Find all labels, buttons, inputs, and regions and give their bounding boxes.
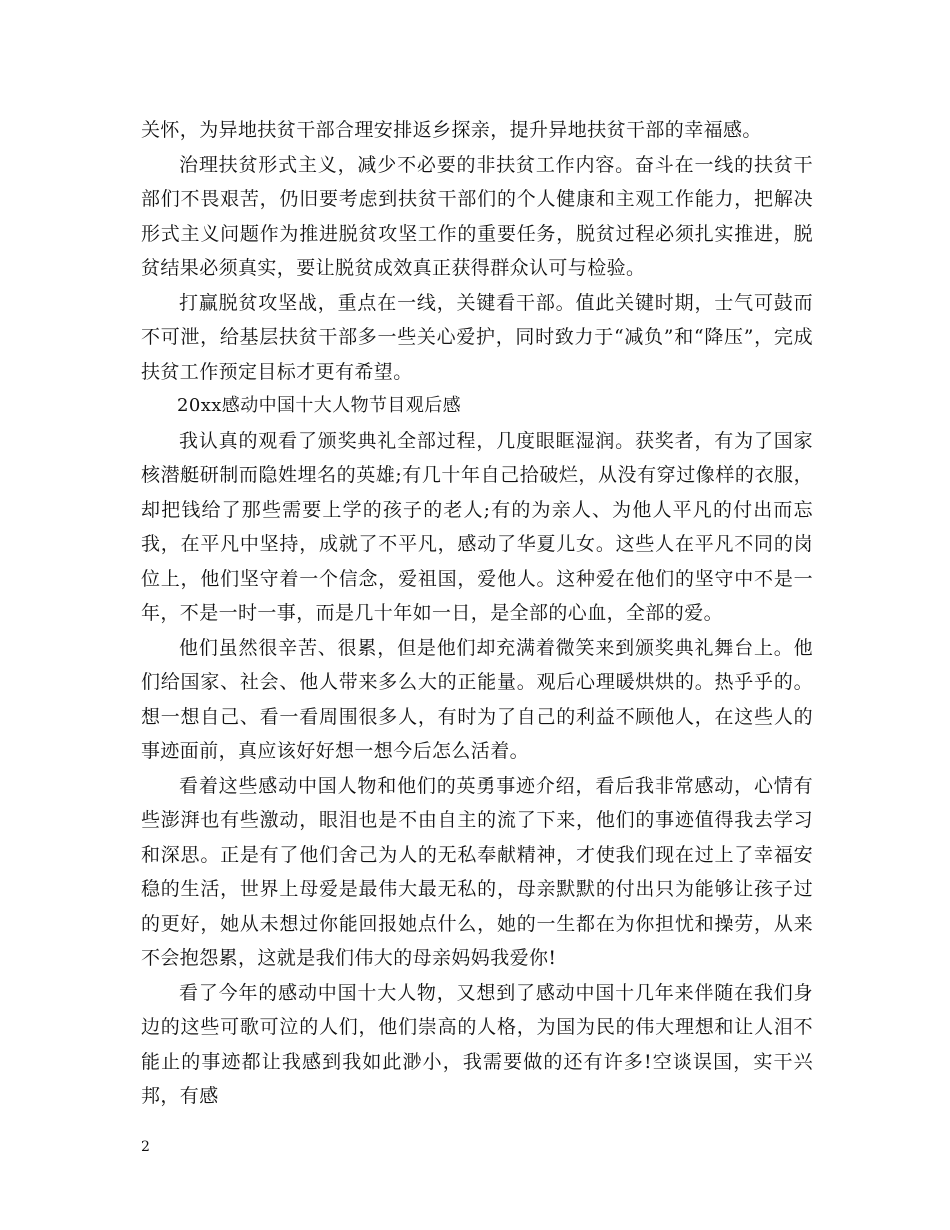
section-heading: 20xx感动中国十大人物节目观后感: [177, 395, 462, 416]
document-body: [141, 113, 813, 1114]
paragraph-moved: 看着这些感动中国人物和他们的英勇事迹介绍，看后我非常感动，心情有些澎湃也有些激动，眼泪也是不由自主的流了下来，他们的事迹值得我去学习和深思。正是有了他们舍己为人的无私奉献精神，才使我们现在过上了幸福安稳的生活，世界上母爱是最伟大最无私的，母亲默默的付出只为能够让孩子过的更好，她从未想过你能回报她点什么，她的一生都在为你担忧和操劳，从来不会抱怨累，这就是我们伟大的母亲妈妈我爱你!: [141, 774, 813, 969]
paragraph-hardship: 他们虽然很辛苦、很累，但是他们却充满着微笑来到颁奖典礼舞台上。他们给国家、社会、他人带来多么大的正能量。观后心理暖烘烘的。热乎乎的。想一想自己、看一看周围很多人，有时为了自己的利益不顾他人，在这些人的事迹面前，真应该好好想一想今后怎么活着。: [141, 636, 813, 762]
paragraph-formalism: 治理扶贫形式主义，减少不必要的非扶贫工作内容。奋斗在一线的扶贫干部们不畏艰苦，仍旧要考虑到扶贫干部们的个人健康和主观工作能力，把解决形式主义问题作为推进脱贫攻坚工作的重要任务，脱贫过程必须扎实推进，脱贫结果必须真实，要让脱贫成效真正获得群众认可与检验。: [141, 153, 813, 279]
paragraph-reflection: 看了今年的感动中国十大人物，又想到了感动中国十几年来伴随在我们身边的这些可歌可泣的人们，他们崇高的人格，为国为民的伟大理想和让人泪不能止的事迹都让我感到我如此渺小，我需要做的还有许多!空谈误国，实干兴邦，有感: [141, 981, 813, 1107]
paragraph-poverty-battle: 打赢脱贫攻坚战，重点在一线，关键看干部。值此关键时期，士气可鼓而不可泄，给基层扶贫干部多一些关心爱护，同时致力于“减负”和“降压”，完成扶贫工作预定目标才更有希望。: [141, 291, 813, 383]
page-number: 2: [141, 1139, 150, 1155]
paragraph-continuation: 关怀，为异地扶贫干部合理安排返乡探亲，提升异地扶贫干部的幸福感。: [141, 119, 762, 141]
paragraph-ceremony: 我认真的观看了颁奖典礼全部过程，几度眼眶湿润。获奖者，有为了国家核潜艇研制而隐姓埋名的英雄;有几十年自己拾破烂，从没有穿过像样的衣服，却把钱给了那些需要上学的孩子的老人;有的为亲人、为他人平凡的付出而忘我，在平凡中坚持，成就了不平凡，感动了华夏儿女。这些人在平凡不同的岗位上，他们坚守着一个信念，爱祖国，爱他人。这种爱在他们的坚守中不是一年，不是一时一事，而是几十年如一日，是全部的心血，全部的爱。: [141, 429, 813, 624]
